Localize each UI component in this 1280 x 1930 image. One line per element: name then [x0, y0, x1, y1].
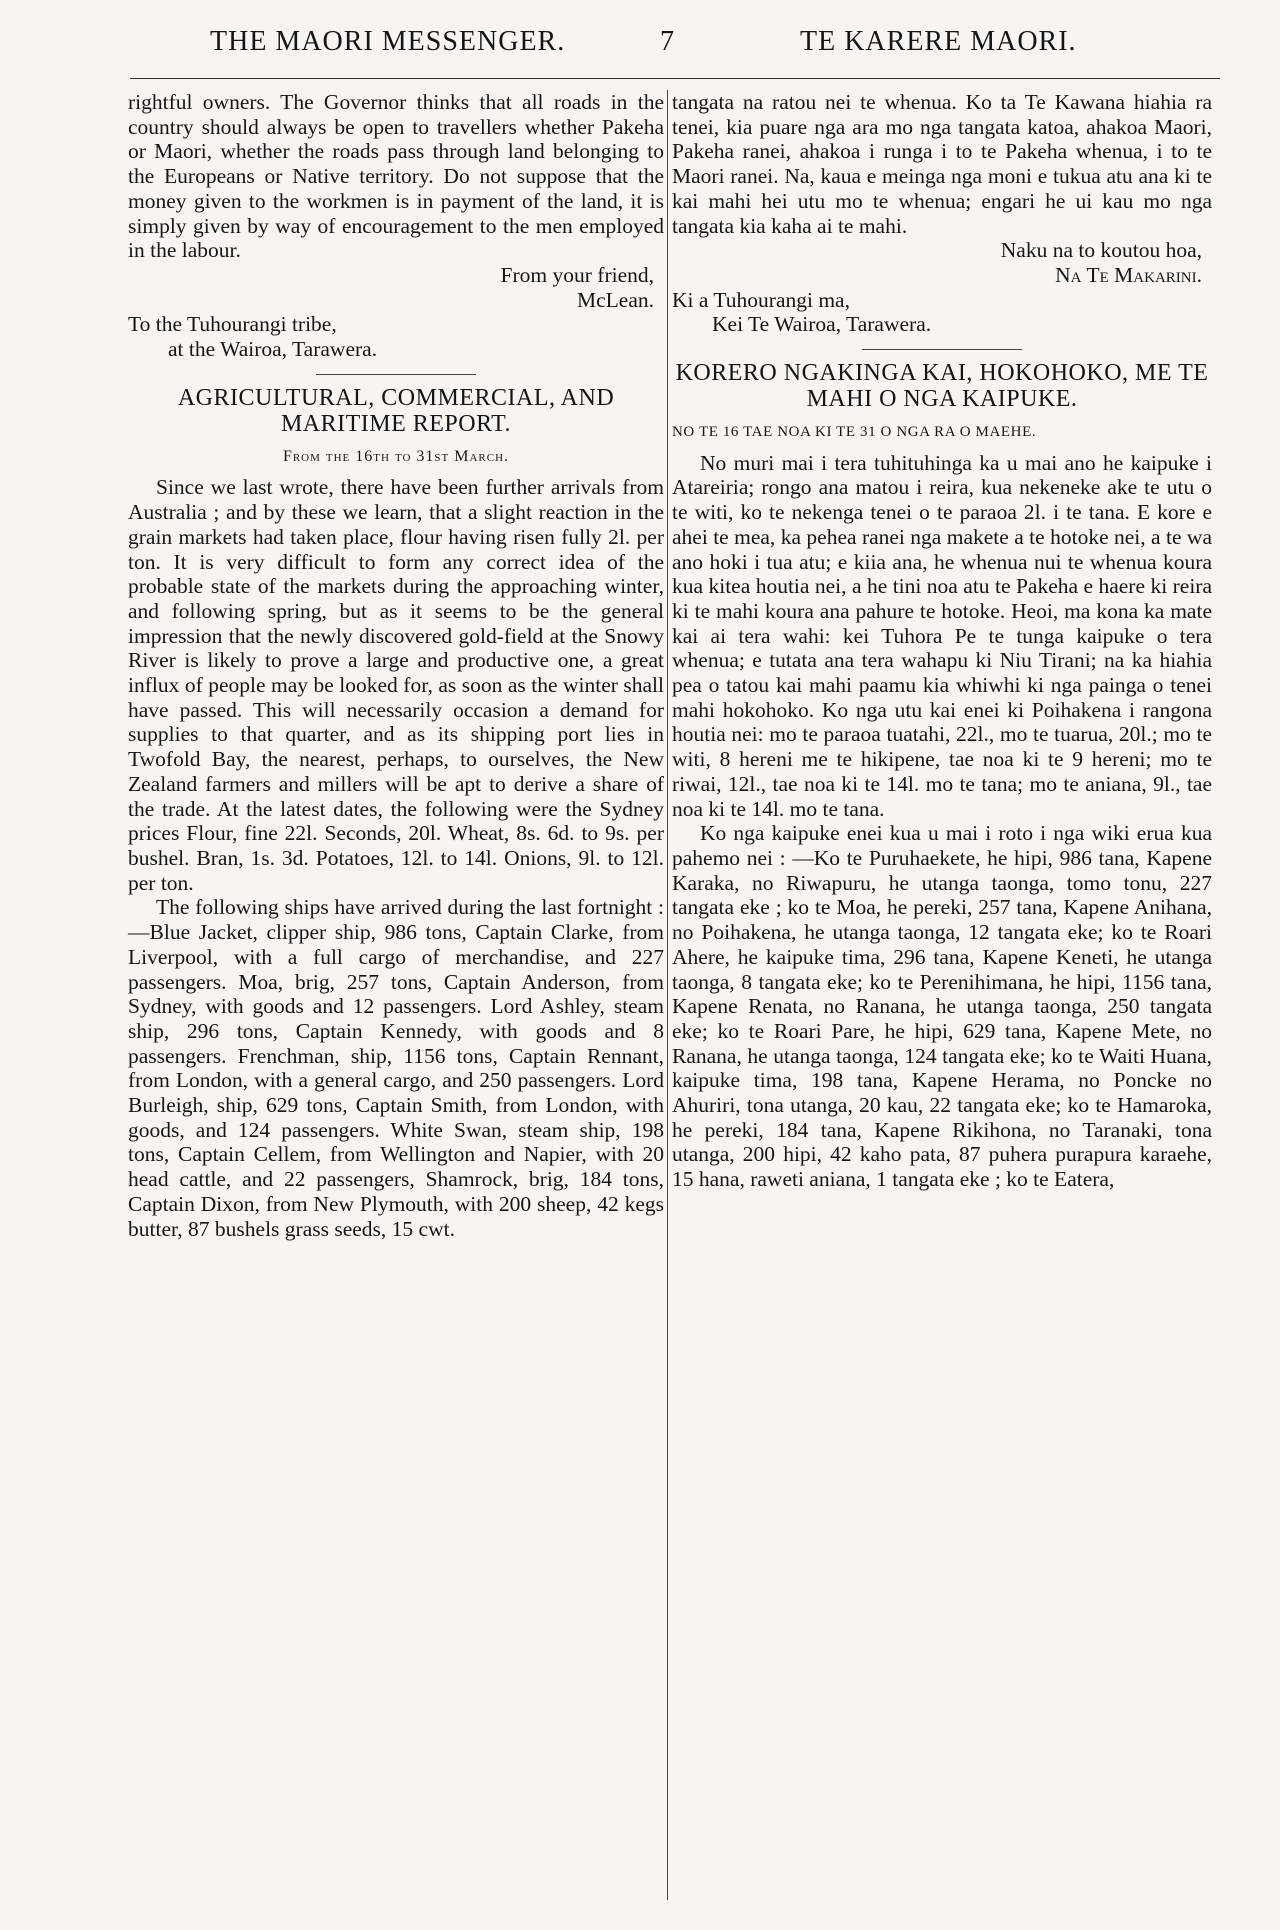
- report-heading: KORERO NGAKINGA KAI, HOKOHOKO, ME TE MAHI O NGA KAIPUKE.: [675, 360, 1209, 413]
- report-paragraph-ships: Ko nga kaipuke enei kua u mai i roto i nga wiki erua kua pahemo nei : —Ko te Puruhaekete, he hipi, 986 tana, Kapene Karaka, no Riwapuru, he utanga taonga, tomo tonu, 227 tangata eke ; ko te Moa, he pereki, 257 tana, Kapene Anihana, no Poihakena, he utanga taonga, 12 tangata eke; ko te Roari Ahere, he kaipuke tima, 296 tana, Kapene Keneti, he utanga taonga, 8 tangata eke; ko te Perenihimana, he hipi, 1156 tana, Kapene Renata, no Ranana, he utanga taonga, 250 tangata eke; ko te Roari Pare, he hipi, 629 tana, Kapene Mete, no Ranana, he utanga taonga, 124 tangata eke; ko te Waiti Huana, kaipuke tima, 198 tana, Kapene Herama, no Poncke no Ahuriri, tona utanga, 20 kau, 22 tangata eke; ko te Hamaroka, he pereki, 184 tana, Kapene Rikihona, no Taranaki, tona utanga, 200 hipi, 42 kaho pata, 87 puhera purapura karaehe, 15 hana, raweti aniana, 1 tangata eke ; ko te Eatera,: [672, 821, 1212, 1192]
- letter-signature: Na Te Makarini.: [1055, 262, 1202, 287]
- report-paragraph-markets: No muri mai i tera tuhituhinga ka u mai ano he kaipuke i Atareiria; rongo ana matou i reira, kua nekeneke ake te utu o te witi, ko te nekenga tenei o te paraoa 2l. i te tana. E kore e ahei te mea, ka pehea ranei nga makete a te hotoke nei, a te wa ano hoki i tua atu; e kiia ana, he whenua nui te whenua koura kua kitea houtia nei, a he tini noa atu te Pakeha e haere ki reira ki te mahi koura ana pahure te hotoke. Heoi, ma kona ka mate kai ai tera wahi: kei Tuhora Pe te tunga kaipuke o tera whenua; e tutata ana tera wahapu ki Niu Tirani; na ka hiahia pea o tatou kai mahi paamu kia whiwhi ki nga painga o tenei mahi hokohoko. Ko nga utu kai enei ki Poihakena i rangona houtia nei: mo te paraoa tuatahi, 22l., mo te tuarua, 20l.; mo te witi, 8 hereni me te hikipene, tae noa ki te 9 hereni; mo te riwai, 12l., tae noa ki te 14l. mo te tana; mo te aniana, 9l., tae noa ki te 14l. mo te tana.: [672, 450, 1212, 821]
- letter-signature: McLean.: [576, 287, 654, 312]
- english-column: [128, 90, 664, 1241]
- section-rule: [316, 374, 476, 375]
- report-paragraph-ships: The following ships have arrived during the last fortnight :—Blue Jacket, clipper ship, 986 tons, Captain Clarke, from Liverpool, with a full cargo of merchandise, and 227 passengers. Moa, brig, 257 tons, Captain Anderson, from Sydney, with goods and 12 passengers. Lord Ashley, steam ship, 296 tons, Captain Kennedy, with goods and 8 passengers. Frenchman, ship, 1156 tons, Captain Rennant, from London, with a general cargo, and 250 passengers. Lord Burleigh, ship, 629 tons, Captain Smith, from London, with goods, and 124 passengers. White Swan, steam ship, 198 tons, Captain Cellem, from Wellington and Napier, with 20 head cattle, and 22 passengers, Shamrock, brig, 184 tons, Captain Dixon, from New Plymouth, with 200 sheep, 42 kegs butter, 87 bushels grass seeds, 15 cwt.: [128, 895, 664, 1241]
- report-heading: AGRICULTURAL, COMMERCIAL, AND MARITIME REPORT.: [177, 384, 615, 437]
- report-subheading: From the 16th to 31st March.: [282, 447, 510, 465]
- letter-paragraph: tangata na ratou nei te whenua. Ko ta Te Kawana hiahia ra tenei, kia puare nga ara mo nga tangata katoa, ahakoa Maori, Pakeha ranei, ahakoa i runga i to te Pakeha whenua, i to te Maori ranei. Na, kaua e meinga nga moni e tukua atu ana ki te kai mahi hei utu mo te whenua; engari he ui kau mo nga tangata kia kaha ai te mahi.: [672, 90, 1212, 238]
- letter-paragraph: rightful owners. The Governor thinks that all roads in the country should always be open to travellers whether Pakeha or Maori, whether the roads pass through land belonging to the Europeans or Native territory. Do not suppose that the money given to the workmen is in payment of the land, it is simply given by way of encouragement to the men employed in the labour.: [128, 90, 664, 263]
- report-subheading: NO TE 16 TAE NOA KI TE 31 O NGA RA O MAEHE.: [672, 424, 1037, 441]
- page-header: [120, 18, 1240, 68]
- section-rule: [862, 349, 1022, 350]
- maori-column: [672, 90, 1212, 1192]
- header-title-english: THE MAORI MESSENGER.: [210, 26, 566, 57]
- letter-closing: From your friend,: [500, 262, 654, 287]
- page-number: 7: [660, 26, 675, 57]
- letter-address-line1: Ki a Tuhourangi ma,: [672, 287, 850, 312]
- letter-address-line1: To the Tuhourangi tribe,: [128, 312, 337, 337]
- header-rule: [130, 78, 1220, 79]
- column-divider: [667, 90, 668, 1900]
- letter-address-line2: Kei Te Wairoa, Tarawera.: [712, 312, 932, 337]
- report-paragraph-markets: Since we last wrote, there have been further arrivals from Australia ; and by these we learn, that a slight reaction in the grain markets had taken place, flour having risen fully 2l. per ton. It is very difficult to form any correct idea of the probable state of the markets during the approaching winter, and following spring, but as it seems to be the general impression that the newly discovered gold-field at the Snowy River is likely to prove a large and productive one, a great influx of people may be looked for, as soon as the winter shall have passed. This will necessarily occasion a demand for supplies to that quarter, and as its shipping port lies in Twofold Bay, the nearest, perhaps, to ourselves, the New Zealand farmers and millers will be apt to derive a share of the trade. At the latest dates, the following were the Sydney prices Flour, fine 22l. Seconds, 20l. Wheat, 8s. 6d. to 9s. per bushel. Bran, 1s. 3d. Potatoes, 12l. to 14l. Onions, 9l. to 12l. per ton.: [128, 475, 664, 895]
- letter-closing: Naku na to koutou hoa,: [1000, 238, 1202, 263]
- header-title-maori: TE KARERE MAORI.: [800, 26, 1077, 57]
- letter-address-line2: at the Wairoa, Tarawera.: [168, 337, 378, 362]
